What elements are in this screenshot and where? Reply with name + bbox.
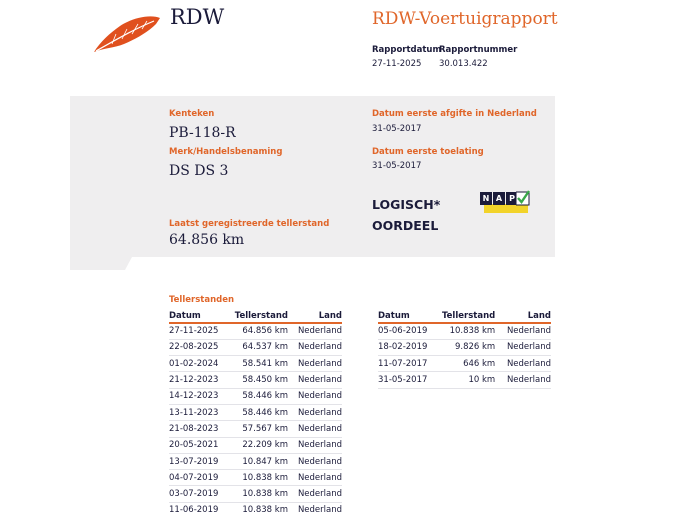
nap-letter-p: P: [506, 192, 518, 205]
table-row: [378, 339, 551, 355]
cell-tellerstand: 58.446 km: [233, 404, 288, 420]
cell-tellerstand: 57.567 km: [233, 421, 288, 437]
cell-datum: 21-08-2023: [169, 421, 233, 437]
cell-land: Nederland: [288, 388, 342, 404]
odometer-label: Laatst geregistreerde tellerstand: [169, 219, 330, 229]
first-nl-label: Datum eerste afgifte in Nederland: [372, 109, 537, 119]
cell-land: Nederland: [288, 453, 342, 469]
first-admission-label: Datum eerste toelating: [372, 147, 484, 157]
verdict-line-1: LOGISCH*: [372, 197, 441, 212]
table-row: [378, 372, 551, 388]
nap-letter-a: A: [493, 192, 505, 205]
cell-datum: 20-05-2021: [169, 437, 233, 453]
rdw-feather-logo-icon: [92, 14, 162, 56]
cell-tellerstand: 10.838 km: [442, 323, 495, 339]
odometer-table-left: [169, 309, 342, 514]
odometer-table-right: [378, 309, 551, 389]
cell-tellerstand: 10 km: [442, 372, 495, 388]
cell-land: Nederland: [288, 486, 342, 502]
table-row: [169, 470, 342, 486]
cell-datum: 11-06-2019: [169, 502, 233, 514]
cell-tellerstand: 64.856 km: [233, 323, 288, 339]
col-header-land: Land: [288, 309, 342, 323]
nap-logo: [480, 192, 528, 214]
col-header-datum: Datum: [169, 309, 233, 323]
cell-tellerstand: 64.537 km: [233, 339, 288, 355]
cell-tellerstand: 58.541 km: [233, 356, 288, 372]
cell-land: Nederland: [288, 502, 342, 514]
report-title: RDW-Voertuigrapport: [372, 9, 558, 29]
cell-datum: 21-12-2023: [169, 372, 233, 388]
cell-datum: 18-02-2019: [378, 339, 442, 355]
cell-tellerstand: 10.838 km: [233, 486, 288, 502]
cell-tellerstand: 646 km: [442, 356, 495, 372]
odometer-value: 64.856 km: [169, 232, 245, 248]
report-number-value: 30.013.422: [439, 59, 488, 69]
cell-datum: 27-11-2025: [169, 323, 233, 339]
first-nl-value: 31-05-2017: [372, 124, 422, 134]
cell-datum: 31-05-2017: [378, 372, 442, 388]
cell-land: Nederland: [288, 437, 342, 453]
cell-datum: 01-02-2024: [169, 356, 233, 372]
cell-datum: 03-07-2019: [169, 486, 233, 502]
make-value: DS DS 3: [169, 163, 229, 179]
table-row: [378, 356, 551, 372]
table-header-row: [169, 309, 342, 323]
cell-land: Nederland: [288, 339, 342, 355]
col-header-land: Land: [495, 309, 551, 323]
cell-land: Nederland: [495, 339, 551, 355]
cell-datum: 14-12-2023: [169, 388, 233, 404]
brand-name: RDW: [170, 5, 225, 29]
odometer-history-title: Tellerstanden: [169, 295, 235, 305]
col-header-datum: Datum: [378, 309, 442, 323]
report-date-value: 27-11-2025: [372, 59, 422, 69]
checkmark-icon: [516, 190, 530, 206]
cell-land: Nederland: [495, 323, 551, 339]
make-label: Merk/Handelsbenaming: [169, 147, 283, 157]
cell-tellerstand: 22.209 km: [233, 437, 288, 453]
table-row: [169, 453, 342, 469]
plate-value: PB-118-R: [169, 125, 236, 141]
cell-land: Nederland: [288, 421, 342, 437]
cell-datum: 04-07-2019: [169, 470, 233, 486]
verdict: [372, 194, 440, 236]
table-row: [169, 339, 342, 355]
first-admission-value: 31-05-2017: [372, 161, 422, 171]
nap-letter-n: N: [480, 192, 492, 205]
cell-land: Nederland: [288, 372, 342, 388]
table-row: [169, 372, 342, 388]
cell-land: Nederland: [288, 356, 342, 372]
cell-tellerstand: 9.826 km: [442, 339, 495, 355]
cell-tellerstand: 10.847 km: [233, 453, 288, 469]
cell-land: Nederland: [288, 404, 342, 420]
col-header-tellerstand: Tellerstand: [442, 309, 495, 323]
cell-datum: 13-07-2019: [169, 453, 233, 469]
cell-datum: 22-08-2025: [169, 339, 233, 355]
table-row: [169, 502, 342, 514]
plate-label: Kenteken: [169, 109, 215, 119]
verdict-line-2: OORDEEL: [372, 218, 439, 233]
cell-tellerstand: 58.450 km: [233, 372, 288, 388]
cell-datum: 13-11-2023: [169, 404, 233, 420]
cell-tellerstand: 10.838 km: [233, 470, 288, 486]
cell-datum: 11-07-2017: [378, 356, 442, 372]
table-row: [169, 437, 342, 453]
table-row: [378, 323, 551, 339]
cell-tellerstand: 10.838 km: [233, 502, 288, 514]
table-row: [169, 404, 342, 420]
vehicle-summary-panel: [70, 96, 555, 270]
cell-datum: 05-06-2019: [378, 323, 442, 339]
report-number-label: Rapportnummer: [439, 45, 518, 55]
table-row: [169, 388, 342, 404]
col-header-tellerstand: Tellerstand: [233, 309, 288, 323]
table-row: [169, 421, 342, 437]
cell-tellerstand: 58.446 km: [233, 388, 288, 404]
cell-land: Nederland: [495, 372, 551, 388]
table-row: [169, 323, 342, 339]
table-row: [169, 356, 342, 372]
cell-land: Nederland: [288, 470, 342, 486]
table-header-row: [378, 309, 551, 323]
cell-land: Nederland: [495, 356, 551, 372]
table-row: [169, 486, 342, 502]
cell-land: Nederland: [288, 323, 342, 339]
report-date-label: Rapportdatum: [372, 45, 442, 55]
